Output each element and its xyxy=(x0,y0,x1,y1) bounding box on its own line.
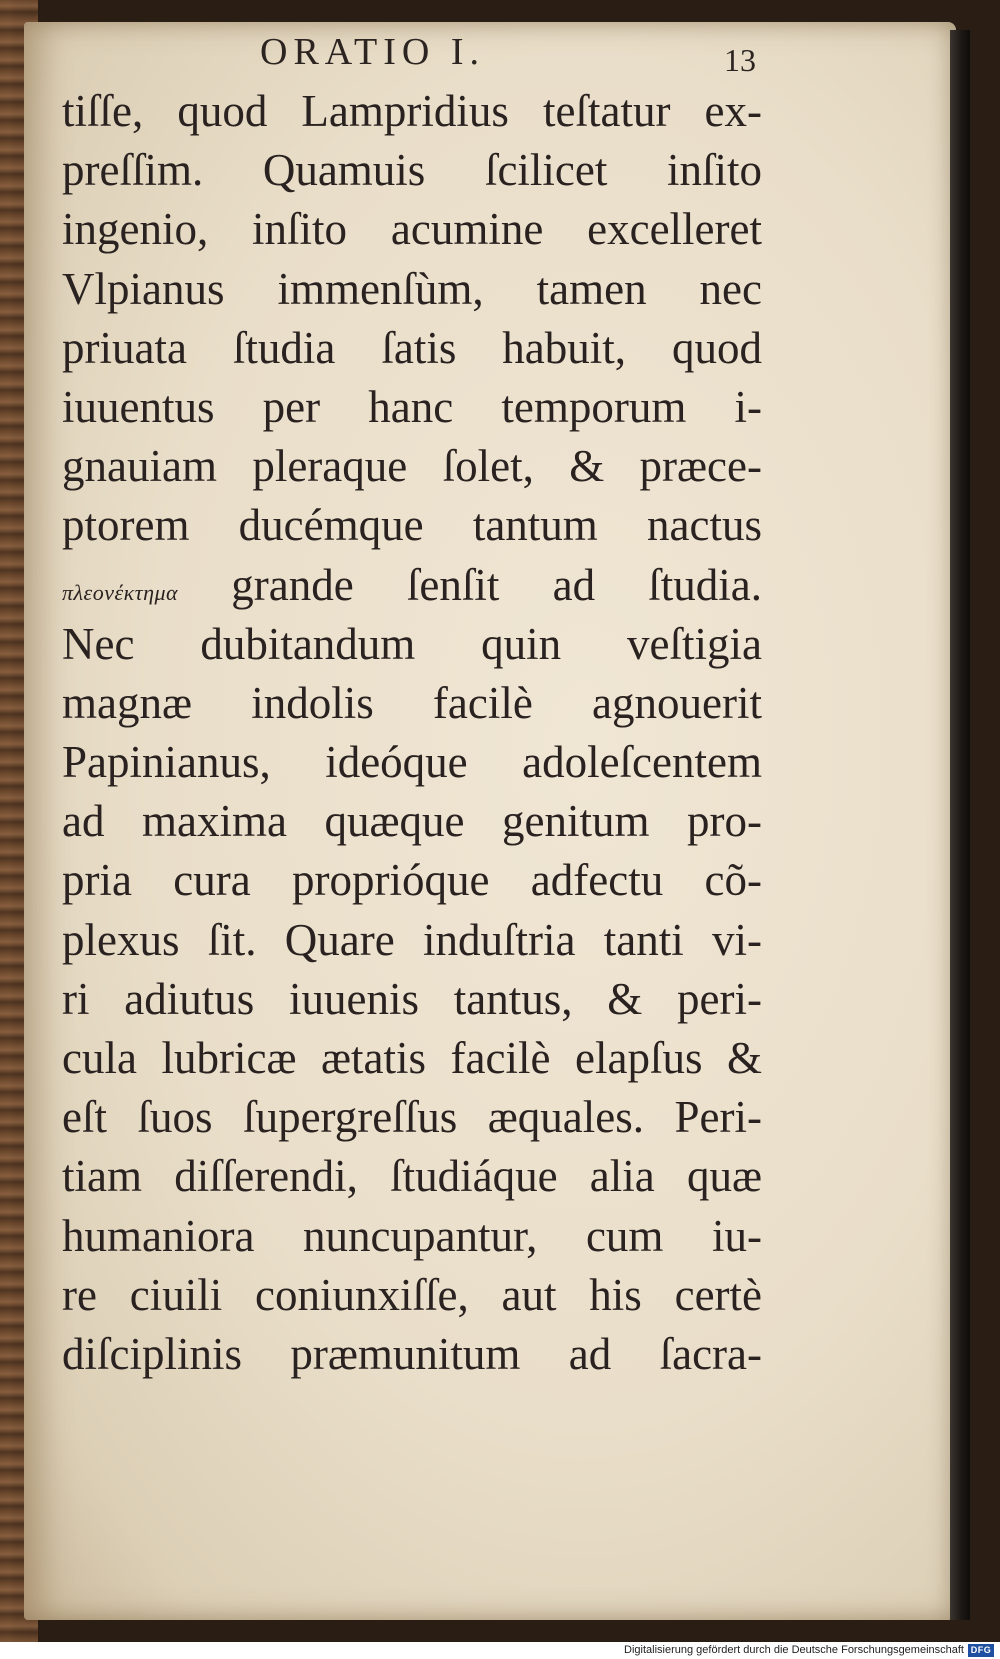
text-line: Nec dubitandum quin veſtigia xyxy=(62,618,762,669)
text-line: Vlpianus immenſùm, tamen nec xyxy=(62,263,762,314)
text-line: humaniora nuncupantur, cum iu- xyxy=(62,1210,762,1261)
text-line: plexus ſit. Quare induſtria tanti vi- xyxy=(62,914,762,965)
text-line: preſſim. Quamuis ſcilicet inſito xyxy=(62,145,762,196)
dfg-logo: DFG xyxy=(968,1644,994,1657)
text-line: priuata ſtudia ſatis habuit, quod xyxy=(62,322,762,373)
text-line: eſt ſuos ſupergreſſus æquales. Peri- xyxy=(62,1092,762,1143)
digitization-credit: Digitalisierung gefördert durch die Deutsche Forschungsgemeinschaft xyxy=(624,1644,964,1656)
text-line-with-greek xyxy=(62,556,762,615)
text-line: gnauiam pleraque ſolet, & præce- xyxy=(62,441,762,492)
text-line: tiſſe, quod Lampridius teſtatur ex- xyxy=(62,86,762,136)
text-line: Papinianus, ideóque adoleſcentem xyxy=(62,737,762,788)
body-text xyxy=(62,82,762,1384)
page-number: 13 xyxy=(724,42,756,78)
text-line: magnæ indolis facilè agnouerit xyxy=(62,677,762,728)
text-line: cula lubricæ ætatis facilè elapſus & xyxy=(62,1033,762,1083)
text-line: tiam diſſerendi, ſtudiáque alia quæ xyxy=(62,1151,762,1202)
greek-word: πλεονέκτημα xyxy=(62,579,179,605)
text-line: ri adiutus iuuenis tantus, & peri- xyxy=(62,973,762,1024)
running-head: ORATIO I. xyxy=(260,31,485,73)
text-line: re ciuili coniunxiſſe, aut his certè xyxy=(62,1269,762,1320)
text-line: diſciplinis præmunitum ad ſacra- xyxy=(62,1328,762,1379)
text-line: ptorem ducémque tantum nactus xyxy=(62,500,762,551)
text-line: pria cura proprióque adfectu cõ- xyxy=(62,855,762,906)
text-line: iuuentus per hanc temporum i- xyxy=(62,381,762,432)
text-line: ingenio, inſito acumine excelleret xyxy=(62,204,762,255)
page-edge-shadow xyxy=(950,30,970,1620)
text-line: ad maxima quæque genitum pro- xyxy=(62,796,762,847)
text-line: grande ſenſit ad ſtudia. xyxy=(231,559,763,610)
